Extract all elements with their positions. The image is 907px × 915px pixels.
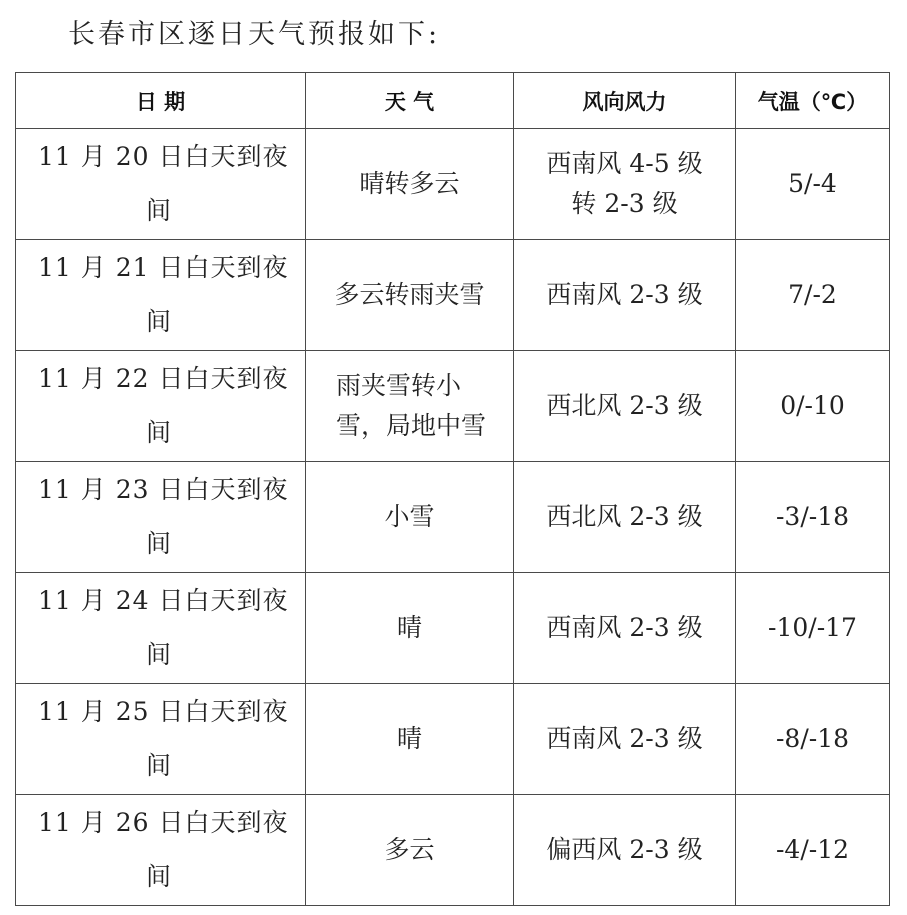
weather-cell: 多云: [306, 795, 514, 906]
temp-cell: -8/-18: [736, 684, 890, 795]
date-line2: 间: [146, 418, 173, 447]
wind-cell: 西北风 2-3 级: [514, 351, 736, 462]
date-line1: 11 月 26 日白天到夜: [38, 808, 289, 837]
date-line2: 间: [146, 529, 173, 558]
date-line2: 间: [146, 751, 173, 780]
wind-cell: 西南风 2-3 级: [514, 684, 736, 795]
weather-cell: 雨夹雪转小雪，局地中雪: [306, 351, 514, 462]
date-line2: 间: [146, 862, 173, 891]
date-line1: 11 月 22 日白天到夜: [38, 364, 289, 393]
date-line1: 11 月 25 日白天到夜: [38, 697, 289, 726]
temp-cell: 7/-2: [736, 240, 890, 351]
table-header-row: [16, 73, 890, 129]
date-cell: [16, 240, 306, 351]
weather-cell: 晴转多云: [306, 129, 514, 240]
table-row: [16, 573, 890, 684]
table-row: [16, 795, 890, 906]
wind-cell: 西北风 2-3 级: [514, 462, 736, 573]
wind-cell: 西南风 2-3 级: [514, 240, 736, 351]
date-cell: [16, 573, 306, 684]
forecast-table: [15, 72, 890, 906]
wind-cell: 西南风 2-3 级: [514, 573, 736, 684]
table-row: [16, 129, 890, 240]
temp-cell: -3/-18: [736, 462, 890, 573]
header-wind: 风向风力: [514, 73, 736, 129]
date-cell: [16, 684, 306, 795]
date-line1: 11 月 20 日白天到夜: [38, 142, 289, 171]
date-line2: 间: [146, 307, 173, 336]
wind-cell: 偏西风 2-3 级: [514, 795, 736, 906]
header-date: 日 期: [16, 73, 306, 129]
temp-cell: 5/-4: [736, 129, 890, 240]
date-line2: 间: [146, 196, 173, 225]
temp-cell: 0/-10: [736, 351, 890, 462]
table-row: [16, 240, 890, 351]
weather-cell: 小雪: [306, 462, 514, 573]
date-cell: [16, 795, 306, 906]
header-temp: 气温（℃）: [736, 73, 890, 129]
temp-cell: -10/-17: [736, 573, 890, 684]
table-row: [16, 684, 890, 795]
date-line1: 11 月 24 日白天到夜: [38, 586, 289, 615]
weather-cell: 晴: [306, 684, 514, 795]
date-cell: [16, 462, 306, 573]
table-row: [16, 462, 890, 573]
temp-cell: -4/-12: [736, 795, 890, 906]
date-cell: [16, 129, 306, 240]
date-line1: 11 月 21 日白天到夜: [38, 253, 289, 282]
intro-text: 长春市区逐日天气预报如下:: [68, 19, 441, 50]
date-line1: 11 月 23 日白天到夜: [38, 475, 289, 504]
weather-cell: 多云转雨夹雪: [306, 240, 514, 351]
header-weather: 天 气: [306, 73, 514, 129]
wind-cell: 西南风 4-5 级转 2-3 级: [514, 129, 736, 240]
date-line2: 间: [146, 640, 173, 669]
table-row: [16, 351, 890, 462]
date-cell: [16, 351, 306, 462]
weather-cell: 晴: [306, 573, 514, 684]
